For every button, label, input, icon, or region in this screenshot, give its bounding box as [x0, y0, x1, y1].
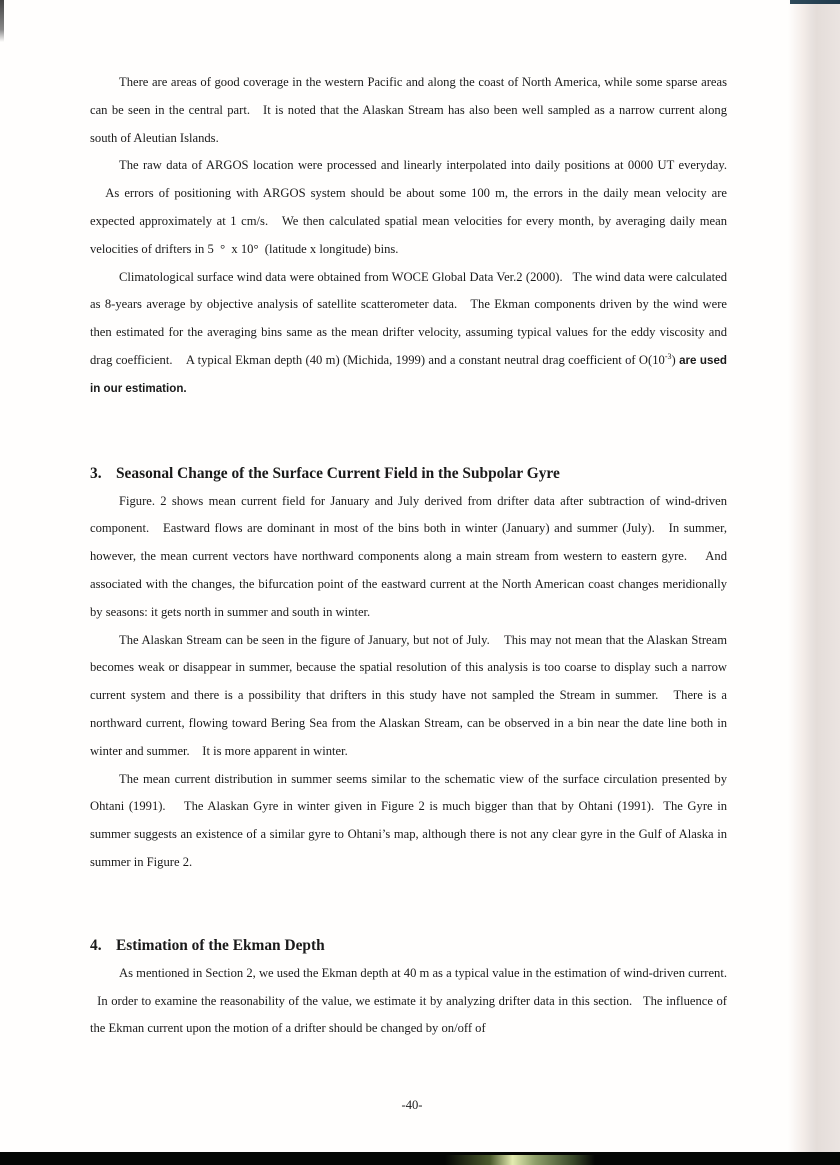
- paragraph-wind-data: [90, 264, 727, 403]
- section-4-heading: [90, 934, 727, 958]
- section-3-title: Seasonal Change of the Surface Current Field in the Subpolar Gyre: [116, 464, 560, 482]
- paragraph-argos-processing: The raw data of ARGOS location were processed and linearly interpolated into daily positions at 0000 UT everyday. As errors of positioning with ARGOS system should be about some 100 m, the errors in the daily mean velocity are expected approximately at 1 cm/s. We then calculated spatial mean velocities for every month, by averaging daily mean velocities of drifters in 5 ° x 10° (latitude x longitude) bins.: [90, 158, 727, 256]
- wind-paragraph-text: Climatological surface wind data were obtained from WOCE Global Data Ver.2 (2000). The wind data were calculated as 8-years average by objective analysis of satellite scatterometer data. The Ekman components driven by the wind were then estimated for the averaging bins same as the mean drifter velocity, assuming typical values for the eddy viscosity and drag coefficient. A typical Ekman depth (40 m) (Michida, 1999) and a constant neutral drag coefficient of O(10: [90, 269, 727, 367]
- top-right-scan-edge: [790, 0, 840, 4]
- bottom-scan-edge: [0, 1152, 840, 1165]
- paragraph-ekman-depth: As mentioned in Section 2, we used the Ekman depth at 40 m as a typical value in the estimation of wind-driven current. In order to examine the reasonability of the value, we estimate it by analyzing drifter data in this section. The influence of the Ekman current upon the motion of a drifter should be changed by on/off of: [90, 965, 727, 1036]
- left-scan-edge: [0, 0, 4, 42]
- binding-shadow: [788, 0, 840, 1152]
- section-3-heading: [90, 462, 727, 486]
- paragraph-alaskan-stream: The Alaskan Stream can be seen in the figure of January, but not of July. This may not mean that the Alaskan Stream becomes weak or disappear in summer, because the spatial resolution of this analysis is too coarse to display such a narrow current system and there is a possibility that drifters in this study have not sampled the Stream in summer. There is a northward current, flowing toward Bering Sea from the Alaskan Stream, can be observed in a bin near the date line both in winter and summer. It is more apparent in winter.: [90, 632, 727, 758]
- bottom-scan-light: [445, 1155, 595, 1165]
- paragraph-figure2-overview: Figure. 2 shows mean current field for January and July derived from drifter data after subtraction of wind-driven component. Eastward flows are dominant in most of the bins both in winter (January) and summer (July). In summer, however, the mean current vectors have northward components along a main stream from western to eastern gyre. And associated with the changes, the bifurcation point of the eastward current at the North American coast changes meridionally by seasons: it gets north in summer and south in winter.: [90, 493, 727, 619]
- paragraph-coverage: There are areas of good coverage in the western Pacific and along the coast of North America, while some sparse areas can be seen in the central part. It is noted that the Alaskan Stream has also been well sampled as a narrow current along south of Aleutian Islands.: [90, 75, 727, 145]
- page-number: [0, 1098, 840, 1113]
- bold-tail-text: are used in our estimation.: [90, 353, 727, 395]
- section-spacer: [90, 403, 727, 462]
- exponent: -3: [664, 351, 672, 361]
- paragraph-ohtani-comparison: The mean current distribution in summer seems similar to the schematic view of the surface circulation presented by Ohtani (1991). The Alaskan Gyre in winter given in Figure 2 is much bigger than that by Ohtani (1991). The Gyre in summer suggests an existence of a similar gyre to Ohtani’s map, although there is not any clear gyre in the Gulf of Alaska in summer in Figure 2.: [90, 771, 727, 869]
- page-number-text: -40-: [401, 1098, 423, 1112]
- page-body: [90, 69, 727, 1043]
- close-paren: ): [671, 352, 676, 367]
- section-spacer: [90, 877, 727, 934]
- section-4-number: 4.: [90, 936, 102, 954]
- section-3-number: 3.: [90, 464, 102, 482]
- section-4-title: Estimation of the Ekman Depth: [116, 936, 325, 954]
